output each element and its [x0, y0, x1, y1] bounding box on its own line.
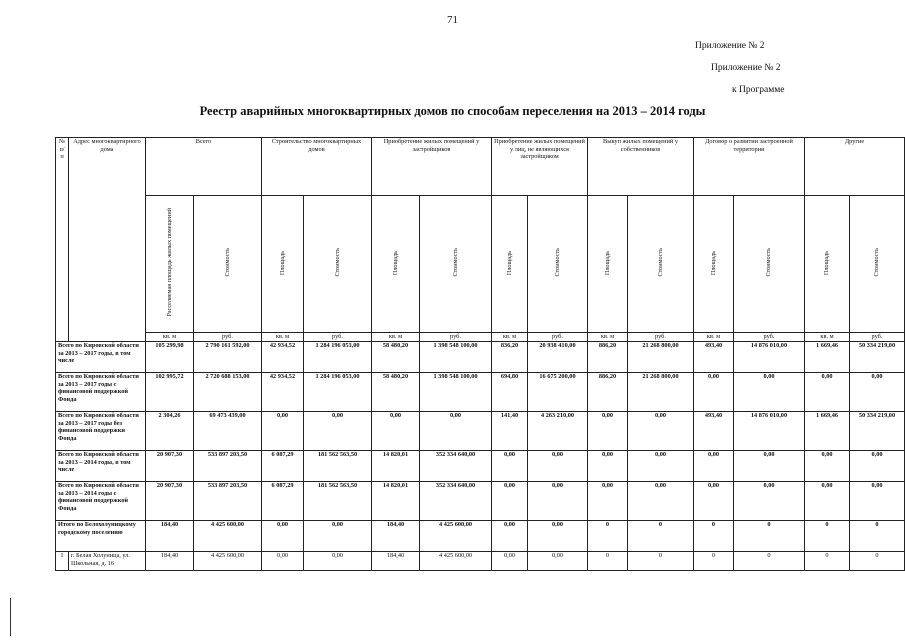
cell-value: 1 284 196 053,00 [304, 342, 372, 373]
col-header-buyout: Выкуп жилых помещений у собственников [588, 138, 694, 196]
cell-value: 2 720 688 153,00 [194, 373, 262, 412]
unit-rub: руб. [734, 333, 805, 342]
cell-value: 1 398 548 100,00 [420, 342, 492, 373]
cell-value: 1 284 196 053,00 [304, 373, 372, 412]
row-label: Всего по Кировской области за 2013 – 2014 годы, в том числе [56, 451, 146, 482]
cell-value: 1 398 548 100,00 [420, 373, 492, 412]
cell-value: 6 087,29 [262, 482, 304, 521]
cell-value: 16 675 200,00 [528, 373, 588, 412]
unit-rub: руб. [528, 333, 588, 342]
cell-value: 0 [628, 552, 694, 571]
cell-value: 4 425 600,00 [194, 521, 262, 552]
cell-value: 0,00 [588, 451, 628, 482]
cell-value: 0,00 [492, 521, 528, 552]
subheader-area: Площадь [694, 196, 734, 333]
row-label: Итого по Белохолуницкому городскому поселению [56, 521, 146, 552]
cell-value: 0,00 [492, 482, 528, 521]
cell-value: 0,00 [492, 552, 528, 571]
cell-value: 352 334 640,00 [420, 482, 492, 521]
cell-value: 69 473 439,00 [194, 412, 262, 451]
cell-value: 58 480,20 [372, 342, 420, 373]
unit-sqm: кв. м [694, 333, 734, 342]
cell-value: 0 [805, 521, 850, 552]
subheader-area: Площадь [262, 196, 304, 333]
cell-value: 352 334 640,00 [420, 451, 492, 482]
cell-value: 0 [694, 552, 734, 571]
page-title: Реестр аварийных многоквартирных домов по способам переселения на 2013 – 2014 годы [199, 104, 706, 118]
unit-sqm: кв. м [805, 333, 850, 342]
cell-value: 694,80 [492, 373, 528, 412]
cell-value: 0 [588, 521, 628, 552]
item-number: 1 [56, 552, 69, 571]
cell-value: 14 820,01 [372, 451, 420, 482]
cell-value: 184,40 [372, 552, 420, 571]
row-label: Всего по Кировской области за 2013 – 2017 годы, в том числе [56, 342, 146, 373]
cell-value: 0,00 [628, 412, 694, 451]
cell-value: 533 897 203,50 [194, 482, 262, 521]
registry-table [55, 137, 905, 571]
subheader-cost: Стоимость [304, 196, 372, 333]
unit-sqm: кв. м [262, 333, 304, 342]
cell-value: 2 304,26 [146, 412, 194, 451]
cell-value: 21 268 800,00 [628, 342, 694, 373]
cell-value: 14 876 010,00 [734, 342, 805, 373]
cell-value: 4 425 600,00 [420, 552, 492, 571]
header-row [56, 138, 905, 196]
cell-value: 0,00 [372, 412, 420, 451]
appendix-line-2: Приложение № 2 [711, 63, 781, 73]
page-number: 71 [447, 14, 458, 26]
table-body [56, 342, 905, 571]
cell-value: 0,00 [262, 412, 304, 451]
cell-value: 0 [850, 552, 905, 571]
cell-value: 0,00 [805, 373, 850, 412]
row-label: Всего по Кировской области за 2013 – 2017 годы с финансовой поддержкой Фонда [56, 373, 146, 412]
table-row [56, 482, 905, 521]
cell-value: 0,00 [492, 451, 528, 482]
cell-value: 141,40 [492, 412, 528, 451]
cell-value: 0,00 [528, 552, 588, 571]
cell-value: 0,00 [420, 412, 492, 451]
cell-value: 0,00 [304, 412, 372, 451]
cell-value: 0,00 [588, 412, 628, 451]
subheader-area: Площадь [372, 196, 420, 333]
cell-value: 0,00 [850, 451, 905, 482]
cell-value: 0,00 [628, 451, 694, 482]
cell-value: 42 934,52 [262, 342, 304, 373]
cell-value: 0 [734, 521, 805, 552]
cell-value: 0 [588, 552, 628, 571]
subheader-cost: Стоимость [420, 196, 492, 333]
subheader-area: Площадь [805, 196, 850, 333]
table-row [56, 451, 905, 482]
cell-value: 0,00 [694, 373, 734, 412]
col-header-num: № п/п [56, 138, 69, 342]
cell-value: 0,00 [528, 451, 588, 482]
cell-value: 0,00 [734, 451, 805, 482]
cell-value: 0,00 [805, 482, 850, 521]
cell-value: 0,00 [694, 451, 734, 482]
cell-value: 493,40 [694, 412, 734, 451]
cell-value: 0,00 [734, 482, 805, 521]
table-row [56, 373, 905, 412]
col-header-purchase-other: Приобретение жилых помещений у лиц, не являющихся застройщиком [492, 138, 588, 196]
cell-value: 4 425 600,00 [420, 521, 492, 552]
row-label: Всего по Кировской области за 2013 – 2014 годы с финансовой поддержкой Фонда [56, 482, 146, 521]
cell-value: 0 [628, 521, 694, 552]
cell-value: 0,00 [304, 552, 372, 571]
cell-value: 0,00 [850, 373, 905, 412]
cell-value: 886,20 [588, 373, 628, 412]
col-header-construction: Строительство многоквартирных домов [262, 138, 372, 196]
appendix-line-1: Приложение № 2 [695, 41, 765, 51]
cell-value: 533 897 203,50 [194, 451, 262, 482]
cell-value: 4 425 600,00 [194, 552, 262, 571]
cell-value: 102 995,72 [146, 373, 194, 412]
cell-value: 1 669,46 [805, 342, 850, 373]
unit-sqm: кв. м [492, 333, 528, 342]
col-header-other: Другие [805, 138, 905, 196]
cell-value: 184,40 [146, 552, 194, 571]
subheader-cost: Стоимость [628, 196, 694, 333]
cell-value: 184,40 [372, 521, 420, 552]
cell-value: 50 334 219,00 [850, 342, 905, 373]
cell-value: 21 268 800,00 [628, 373, 694, 412]
cell-value: 0,00 [850, 482, 905, 521]
subheader-area-total: Расселяемая площадь жилых помещений [146, 196, 194, 333]
cell-value: 181 562 563,50 [304, 482, 372, 521]
scan-margin-mark [10, 598, 11, 636]
cell-value: 42 934,52 [262, 373, 304, 412]
cell-value: 836,20 [492, 342, 528, 373]
col-header-contract: Договор о развитии застроенной территории [694, 138, 805, 196]
cell-value: 0 [694, 521, 734, 552]
table-row [56, 521, 905, 552]
subheader-cost: Стоимость [850, 196, 905, 333]
cell-value: 0,00 [588, 482, 628, 521]
unit-rub: руб. [850, 333, 905, 342]
cell-value: 0 [850, 521, 905, 552]
table-row [56, 412, 905, 451]
unit-rub: руб. [194, 333, 262, 342]
table-row [56, 342, 905, 373]
cell-value: 0,00 [304, 521, 372, 552]
unit-sqm: кв. м [372, 333, 420, 342]
cell-value: 0,00 [694, 482, 734, 521]
cell-value: 20 907,30 [146, 451, 194, 482]
subheader-cost: Стоимость [194, 196, 262, 333]
cell-value: 58 480,20 [372, 373, 420, 412]
subheader-cost: Стоимость [734, 196, 805, 333]
cell-value: 6 087,29 [262, 451, 304, 482]
cell-value: 20 907,30 [146, 482, 194, 521]
cell-value: 20 938 410,00 [528, 342, 588, 373]
subheader-cost: Стоимость [528, 196, 588, 333]
unit-sqm: кв. м [146, 333, 194, 342]
cell-value: 1 669,46 [805, 412, 850, 451]
col-header-purchase-dev: Приобретение жилых помещений у застройщиков [372, 138, 492, 196]
col-header-total: Всего [146, 138, 262, 196]
cell-value: 0,00 [628, 482, 694, 521]
subheader-area: Площадь [588, 196, 628, 333]
cell-value: 0,00 [805, 451, 850, 482]
cell-value: 0 [734, 552, 805, 571]
cell-value: 105 299,98 [146, 342, 194, 373]
cell-value: 0,00 [528, 521, 588, 552]
table-row-item [56, 552, 905, 571]
cell-value: 14 876 010,00 [734, 412, 805, 451]
cell-value: 886,20 [588, 342, 628, 373]
cell-value: 0,00 [528, 482, 588, 521]
cell-value: 0 [805, 552, 850, 571]
unit-rub: руб. [420, 333, 492, 342]
subheader-row [56, 196, 905, 333]
unit-rub: руб. [304, 333, 372, 342]
appendix-line-3: к Программе [732, 85, 785, 95]
item-address: г. Белая Холуница, ул. Школьная, д. 16 [69, 552, 146, 571]
unit-sqm: кв. м [588, 333, 628, 342]
cell-value: 0,00 [734, 373, 805, 412]
units-row [56, 333, 905, 342]
cell-value: 50 334 219,00 [850, 412, 905, 451]
unit-rub: руб. [628, 333, 694, 342]
subheader-area: Площадь [492, 196, 528, 333]
cell-value: 493,40 [694, 342, 734, 373]
cell-value: 14 820,01 [372, 482, 420, 521]
cell-value: 0,00 [262, 552, 304, 571]
cell-value: 184,40 [146, 521, 194, 552]
cell-value: 0,00 [262, 521, 304, 552]
cell-value: 4 263 210,00 [528, 412, 588, 451]
col-header-address: Адрес многоквартирного дома [69, 138, 146, 342]
cell-value: 2 790 161 592,00 [194, 342, 262, 373]
row-label: Всего по Кировской области за 2013 – 2017 годы без финансовой поддержки Фонда [56, 412, 146, 451]
cell-value: 181 562 563,50 [304, 451, 372, 482]
